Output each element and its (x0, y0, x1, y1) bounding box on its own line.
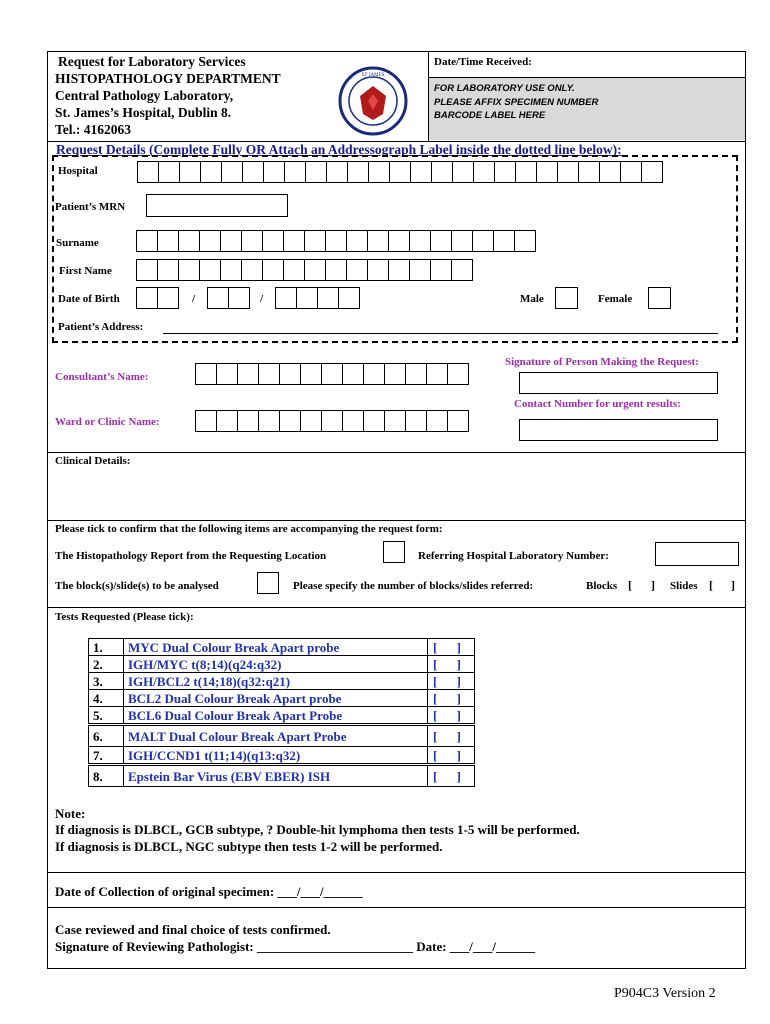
tests-label: Tests Requested (Please tick): (55, 611, 194, 623)
lab-use-note: FOR LABORATORY USE ONLY. PLEASE AFFIX SPECIMEN NUMBER BARCODE LABEL HERE (434, 83, 599, 121)
mrn-label: Patient’s MRN (55, 201, 126, 213)
clinical-details-input[interactable] (48, 470, 745, 519)
blocks-word: Blocks (586, 580, 618, 592)
specify-label: Please specify the number of blocks/slides referred: (293, 580, 534, 592)
consultant-name-input[interactable] (195, 363, 468, 385)
table-row: 3. IGH/BCL2 t(14;18)(q32:q21) [ ] (89, 673, 475, 690)
dob-label: Date of Birth (58, 293, 120, 305)
signature-input[interactable] (519, 372, 718, 394)
female-checkbox[interactable] (648, 287, 671, 309)
table-row: 6. MALT Dual Colour Break Apart Probe [ ] (89, 725, 475, 747)
blocks-bracket-open[interactable]: [ (628, 578, 632, 592)
hospital-label: Hospital (58, 165, 98, 177)
address-label: Patient’s Address: (58, 321, 144, 333)
first-name-input[interactable] (136, 259, 472, 281)
surname-label: Surname (56, 237, 99, 249)
accompanying-intro: Please tick to confirm that the following items are accompanying the request form: (55, 523, 443, 535)
test-tick-box[interactable]: [ ] (428, 656, 475, 673)
tests-table (88, 638, 475, 787)
first-name-label: First Name (59, 265, 112, 277)
note-line-2: If diagnosis is DLBCL, NGC subtype then tests 1-2 will be performed. (55, 839, 443, 854)
ward-label: Ward or Clinic Name: (55, 416, 160, 428)
table-row: 1. MYC Dual Colour Break Apart probe [ ] (89, 639, 475, 656)
test-tick-box[interactable]: [ ] (428, 639, 475, 656)
male-label: Male (520, 293, 544, 305)
slides-bracket-close: ] (731, 578, 735, 592)
slides-word: Slides (670, 580, 698, 592)
dob-year-input[interactable] (275, 287, 359, 309)
consultant-name-label: Consultant’s Name: (55, 371, 149, 383)
lab-address: St. James’s Hospital, Dublin 8. (55, 105, 232, 120)
review-line-1: Case reviewed and final choice of tests confirmed. (55, 922, 331, 937)
female-label: Female (598, 293, 633, 305)
table-row: 4. BCL2 Dual Colour Break Apart probe [ ] (89, 690, 475, 707)
request-title: Request for Laboratory Services (58, 54, 246, 69)
slides-bracket-open[interactable]: [ (709, 578, 713, 592)
referring-label: Referring Hospital Laboratory Number: (418, 550, 609, 562)
signature-label: Signature of Person Making the Request: (505, 356, 699, 368)
tests-top-line (47, 607, 746, 608)
test-tick-box[interactable]: [ ] (428, 725, 475, 747)
blocks-bracket-close: ] (651, 578, 655, 592)
request-details-title: Request Details (Complete Fully OR Attach an Addressograph Label inside the dotted line below): (56, 142, 622, 157)
table-row: 2. IGH/MYC t(8;14)(q24:q32) [ ] (89, 656, 475, 673)
test-tick-box[interactable]: [ ] (428, 747, 475, 765)
blocks-slides-checkbox[interactable] (257, 572, 279, 594)
review-top-line (47, 907, 746, 908)
test-tick-box[interactable]: [ ] (428, 673, 475, 690)
report-label: The Histopathology Report from the Requesting Location (55, 550, 327, 562)
collection-date-field[interactable]: Date of Collection of original specimen: ___/___/______ (55, 884, 363, 899)
collection-top-line (47, 872, 746, 873)
report-checkbox[interactable] (383, 541, 405, 563)
mrn-input[interactable] (146, 194, 288, 217)
svg-text:ST JAMES: ST JAMES (361, 73, 385, 78)
test-tick-box[interactable]: [ ] (428, 707, 475, 725)
table-row: 8. Epstein Bar Virus (EBV EBER) ISH [ ] (89, 765, 475, 787)
table-row: 7. IGH/CCND1 t(11;14)(q13:q32) [ ] (89, 747, 475, 765)
date-received-label: Date/Time Received: (434, 56, 532, 68)
note-line-1: If diagnosis is DLBCL, GCB subtype, ? Double-hit lymphoma then tests 1-5 will be performed. (55, 822, 580, 837)
blocks-slides-label: The block(s)/slide(s) to be analysed (55, 580, 219, 592)
ward-input[interactable] (195, 410, 468, 432)
lab-name: Central Pathology Laboratory, (55, 88, 234, 103)
hospital-input[interactable] (137, 161, 662, 183)
clinical-details-label: Clinical Details: (55, 455, 131, 467)
lab-tel: Tel.: 4162063 (55, 122, 132, 137)
male-checkbox[interactable] (555, 287, 578, 309)
table-row: 5. BCL6 Dual Colour Break Apart Probe [ ] (89, 707, 475, 725)
dob-day-input[interactable] (136, 287, 178, 309)
test-tick-box[interactable]: [ ] (428, 690, 475, 707)
form-version: P904C3 Version 2 (614, 986, 716, 1001)
contact-label: Contact Number for urgent results: (514, 398, 681, 410)
contact-input[interactable] (519, 419, 718, 441)
test-tick-box[interactable]: [ ] (428, 765, 475, 787)
accompanying-top-line (47, 520, 746, 521)
note-title: Note: (55, 806, 86, 821)
clinical-top-line (47, 452, 746, 453)
department-title: HISTOPATHOLOGY DEPARTMENT (55, 71, 281, 86)
dob-month-input[interactable] (207, 287, 249, 309)
dob-separator: / (192, 293, 196, 305)
surname-input[interactable] (136, 230, 535, 252)
hospital-crest-icon (338, 66, 408, 136)
referring-number-input[interactable] (655, 542, 739, 566)
dob-separator: / (260, 293, 264, 305)
address-input[interactable] (163, 333, 718, 334)
review-signature-field[interactable]: Signature of Reviewing Pathologist: ________________________ Date: ___/___/______ (55, 939, 536, 954)
